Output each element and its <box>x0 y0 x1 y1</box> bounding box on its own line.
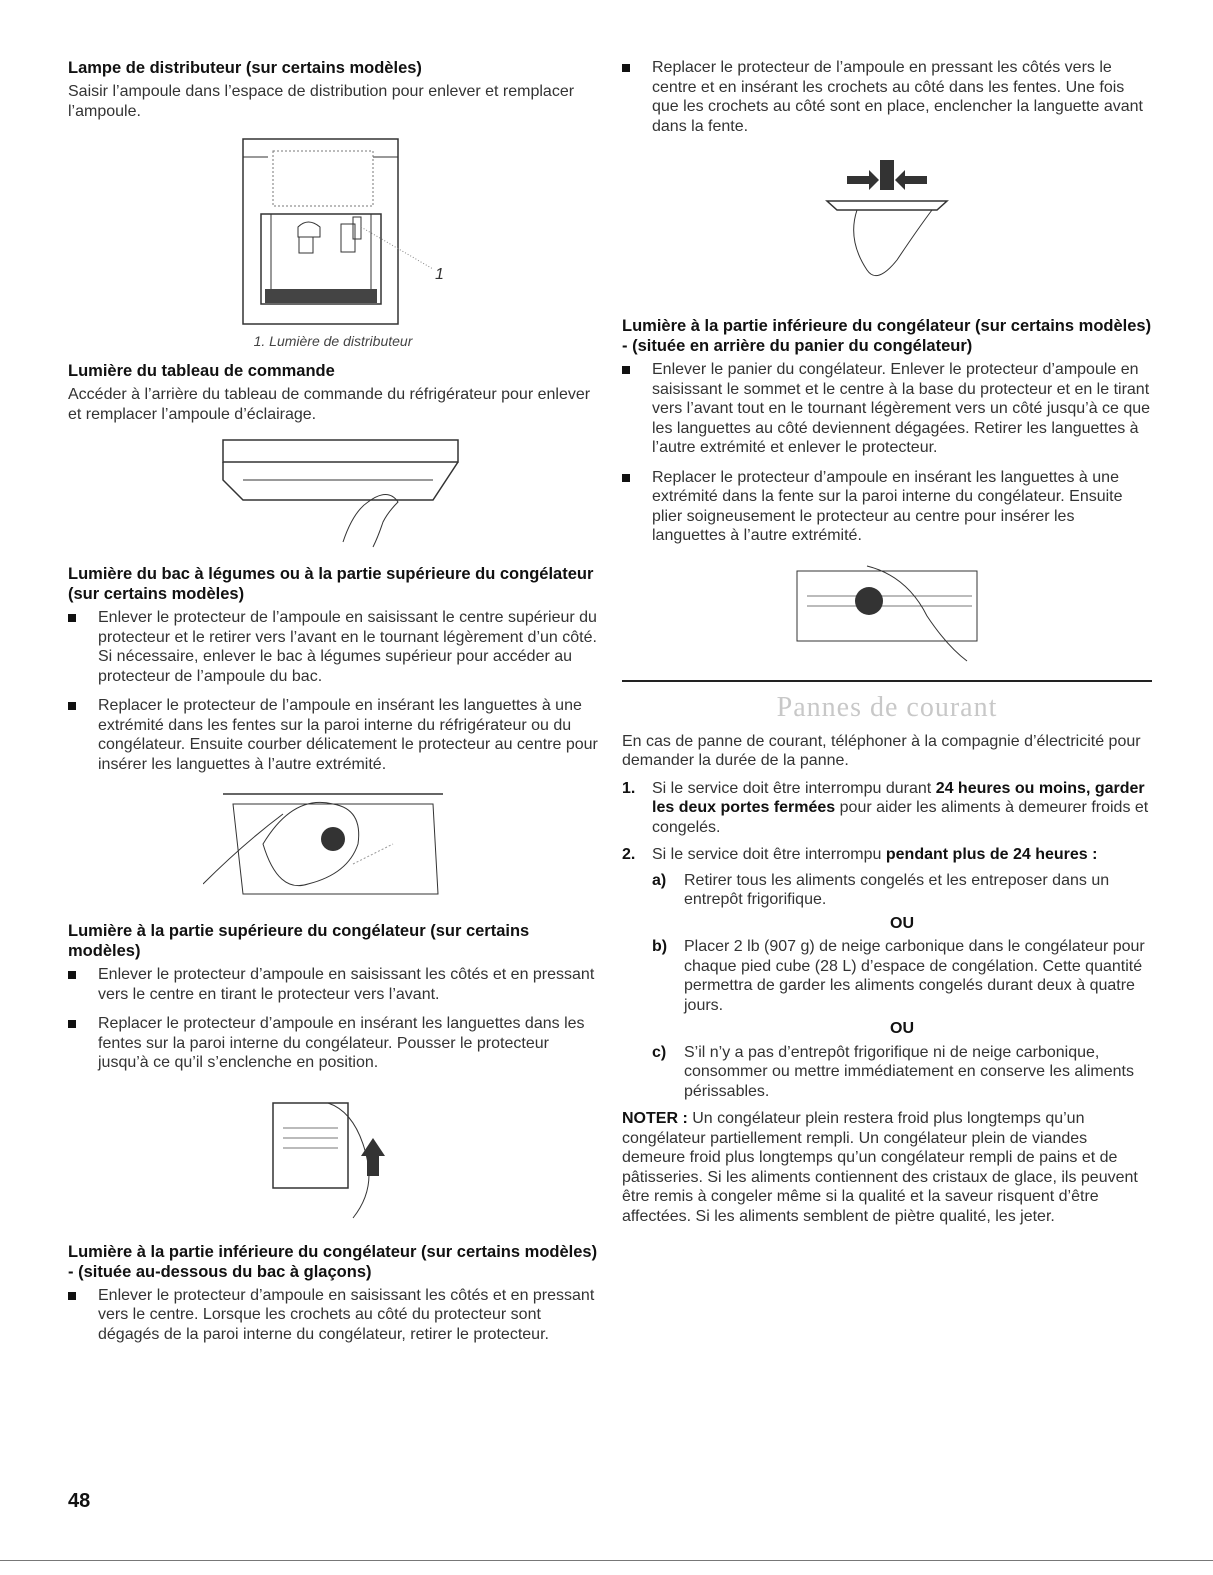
list-item: a) Retirer tous les aliments congelés et les entreposer dans un entrepôt frigorifique. <box>652 871 1110 908</box>
list-item: Replacer le protecteur de l’ampoule en pressant les côtés vers le centre et en insérant les crochets au côté dans les fentes. Une fois que les crochets au côté sont en place, enclencher la languette avant dans la fente. <box>622 58 1152 136</box>
note-paragraph: NOTER : Un congélateur plein restera froid plus longtemps qu’un congélateur partiellement rempli. Un congélateur plein de viandes demeure froid plus longtemps qu’un congélateur rempli de pains et de pâtisseries. Si les aliments contiennent des cristaux de glace, ils peuvent être remis à congeler même si la qualité et la saveur risquent d’être affectées. Si les aliments semblent de piètre qualité, les jeter. <box>622 1110 1138 1225</box>
right-column <box>622 58 1152 1234</box>
top-freezer-light-heading: Lumière à la partie supérieure du congélateur (sur certains modèles) <box>68 922 530 960</box>
dispenser-light-text: Saisir l’ampoule dans l’espace de distribution pour enlever et remplacer l’ampoule. <box>68 83 575 120</box>
list-item: b) Placer 2 lb (907 g) de neige carbonique dans le congélateur pour chaque pied cube (28 L) d’espace de congélation. Cette quantité permettra de garder les aliments congelés durant deux à quatre jours. <box>652 938 1145 1014</box>
list-item: Replacer le protecteur de l’ampoule en insérant les languettes à une extrémité dans les fentes sur la paroi interne du réfrigérateur ou du congélateur. Ensuite courber délicatement le protecteur au centre pour insérer les languettes à l’autre extrémité. <box>68 696 598 774</box>
dispenser-illustration <box>213 129 453 329</box>
crisper-illustration <box>203 784 463 909</box>
rear-freezer-illustration <box>777 556 997 666</box>
top-freezer-light-list <box>68 965 598 1073</box>
power-outage-intro: En cas de panne de courant, téléphoner à la compagnie d’électricité pour demander la durée de la panne. <box>622 732 1141 769</box>
callout-number: 1 <box>435 266 444 283</box>
sub-list <box>652 871 1152 1102</box>
left-column <box>68 58 598 1354</box>
section-divider <box>622 680 1152 682</box>
power-outage-title: Pannes de courant <box>776 691 998 723</box>
or-separator: OU <box>890 1020 914 1037</box>
list-item: Enlever le protecteur d’ampoule en saisissant les côtés et en pressant vers le centre en tirant le protecteur vers l’avant. <box>68 965 598 1004</box>
list-item: Enlever le protecteur d’ampoule en saisissant les côtés et en pressant vers le centre. Lorsque les crochets au côté du protecteur sont dégagés de la paroi interne du congélateur, retirer le protecteur. <box>68 1286 598 1345</box>
rear-freezer-light-heading: Lumière à la partie inférieure du congélateur (sur certains modèles) - (située en arrière du panier du congélateur) <box>622 317 1152 355</box>
page-number: 48 <box>68 1490 91 1512</box>
bottom-freezer-light-heading: Lumière à la partie inférieure du congélateur (sur certains modèles) - (située au-dessous du bac à glaçons) <box>68 1242 598 1281</box>
crisper-light-list <box>68 608 598 774</box>
dispenser-light-heading: Lampe de distributeur (sur certains modèles) <box>68 59 422 77</box>
or-separator: OU <box>890 914 914 932</box>
list-item: Enlever le panier du congélateur. Enlever le protecteur d’ampoule en saisissant le sommet et le centre à la base du protecteur et en le tirant vers l’avant tout en le tournant légèrement vers un côté jusqu’à ce que les languettes au côté deviennent dégagées. Retirer les languettes à l’autre extrémité et enlever le protecteur. <box>622 360 1152 458</box>
list-item: Replacer le protecteur d’ampoule en insérant les languettes à une extrémité dans la fente sur la paroi interne du congélateur. Ensuite plier soigneusement le protecteur au centre pour insérer les languettes à l’autre extrémité. <box>622 468 1152 546</box>
note-label: NOTER : <box>622 1110 688 1127</box>
list-item: Enlever le protecteur de l’ampoule en saisissant le centre supérieur du protecteur et le retirer vers l’avant en le tournant légèrement d’un côté. Si nécessaire, enlever le bac à légumes supérieur pour accéder au protecteur de l’ampoule du bac. <box>68 608 598 686</box>
control-panel-light-text: Accéder à l’arrière du tableau de commande du réfrigérateur pour enlever et remplacer l’ampoule d’éclairage. <box>68 386 591 423</box>
top-freezer-illustration <box>243 1083 423 1228</box>
item-number: 1. <box>622 779 636 797</box>
item-number: 2. <box>622 846 636 863</box>
bottom-freezer-light-list-cont <box>622 58 1152 136</box>
control-panel-illustration <box>193 432 473 550</box>
bottom-freezer-light-list <box>68 1286 598 1345</box>
rear-freezer-light-list <box>622 360 1152 546</box>
list-item: 1. Si le service doit être interrompu durant 24 heures ou moins, garder les deux portes fermées pour aider les aliments à demeurer froids et congelés. <box>622 779 1149 836</box>
crisper-light-heading: Lumière du bac à légumes ou à la partie supérieure du congélateur (sur certains modèles) <box>68 565 594 603</box>
control-panel-light-heading: Lumière du tableau de commande <box>68 362 335 380</box>
dispenser-caption: 1. Lumière de distributeur <box>253 333 413 349</box>
bottom-rule <box>0 1560 1213 1561</box>
cover-replace-illustration <box>797 146 977 296</box>
list-item: Replacer le protecteur d’ampoule en insérant les languettes dans les fentes sur la paroi interne du congélateur. Pousser le protecteur jusqu’à ce qu’il s’enclenche en position. <box>68 1014 598 1073</box>
list-item: c) S’il n’y a pas d’entrepôt frigorifique ni de neige carbonique, consommer ou mettre immédiatement en conserve les aliments périssables. <box>652 1043 1134 1100</box>
power-outage-list <box>622 779 1152 1102</box>
list-item: 2. Si le service doit être interrompu pendant plus de 24 heures : a) Retirer tous les aliments congelés et les entreposer dans un entrepôt frigorifique. OU b) Placer 2 lb (907 g) de neige carbonique dans le congélateur pour chaque pied cube (28 L) d’espace de congélation. Cette quantité permettra de garder les aliments congelés durant deux à quatre jours. OU c) S’il n’y a pas d’entrepôt frigorifique ni de neige carbonique, consommer ou mettre immédiatement en conserve les aliments périssables. <box>622 845 1152 1101</box>
